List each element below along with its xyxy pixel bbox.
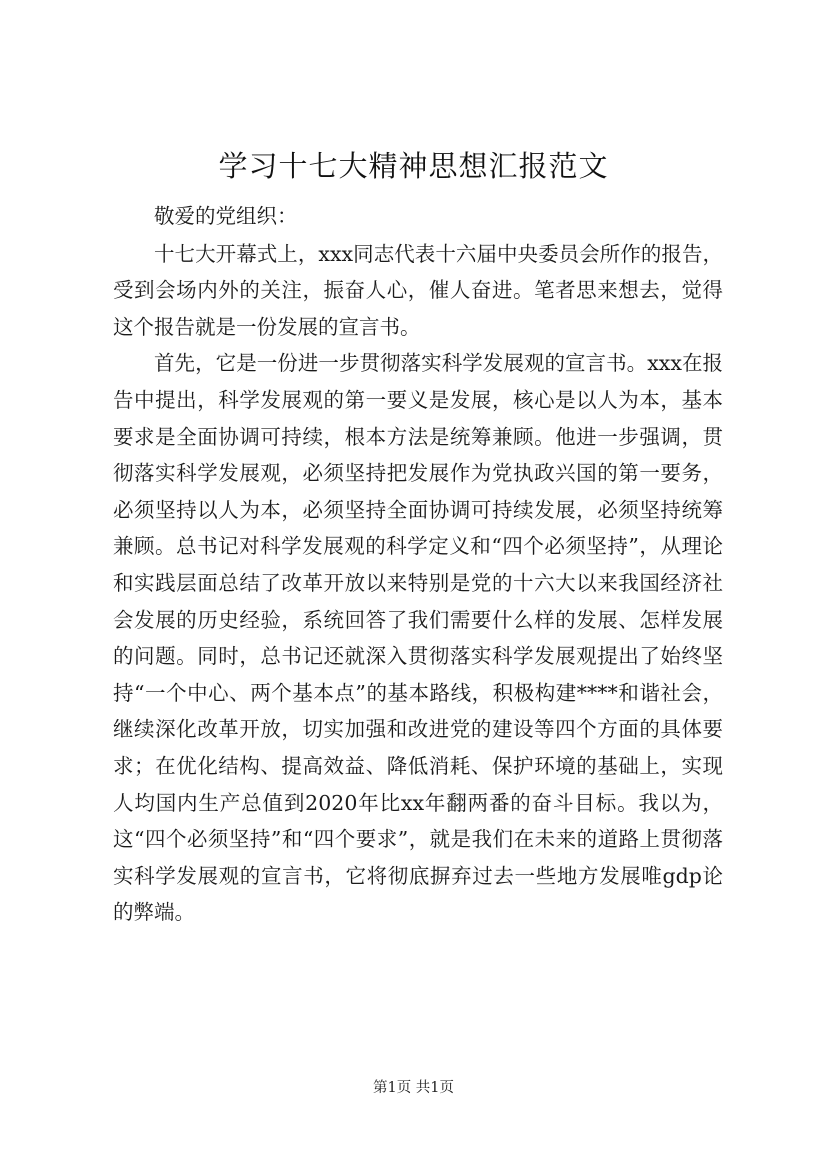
page-footer: 第1页 共1页 bbox=[372, 1080, 455, 1096]
paragraph-1: 十七大开幕式上，xxx同志代表十六届中央委员会所作的报告，受到会场内外的关注，振奋人心，催人奋进。笔者思来想去，觉得这个报告就是一份发展的宣言书。 bbox=[113, 241, 723, 339]
paragraph-2: 首先，它是一份进一步贯彻落实科学发展观的宣言书。xxx在报告中提出，科学发展观的第一要义是发展，核心是以人为本，基本要求是全面协调可持续，根本方法是统筹兼顾。他进一步强调，贯彻落实科学发展观，必须坚持把发展作为党执政兴国的第一要务，必须坚持以人为本，必须坚持全面协调可持续发展，必须坚持统筹兼顾。总书记对科学发展观的科学定义和“四个必须坚持”，从理论和实践层面总结了改革开放以来特别是党的十六大以来我国经济社会发展的历史经验，系统回答了我们需要什么样的发展、怎样发展的问题。同时，总书记还就深入贯彻落实科学发展观提出了始终坚持“一个中心、两个基本点”的基本路线，积极构建****和谐社会，继续深化改革开放，切实加强和改进党的建设等四个方面的具体要求；在优化结构、提高效益、降低消耗、保护环境的基础上，实现人均国内生产总值到2020年比xx年翻两番的奋斗目标。我以为，这“四个必须坚持”和“四个要求”，就是我们在未来的道路上贯彻落实科学发展观的宣言书，它将彻底摒弃过去一些地方发展唯gdp论的弊端。 bbox=[113, 351, 723, 925]
document-title: 学习十七大精神思想汇报范文 bbox=[218, 149, 609, 183]
salutation: 敬爱的党组织： bbox=[154, 204, 298, 228]
document-body bbox=[113, 198, 723, 931]
